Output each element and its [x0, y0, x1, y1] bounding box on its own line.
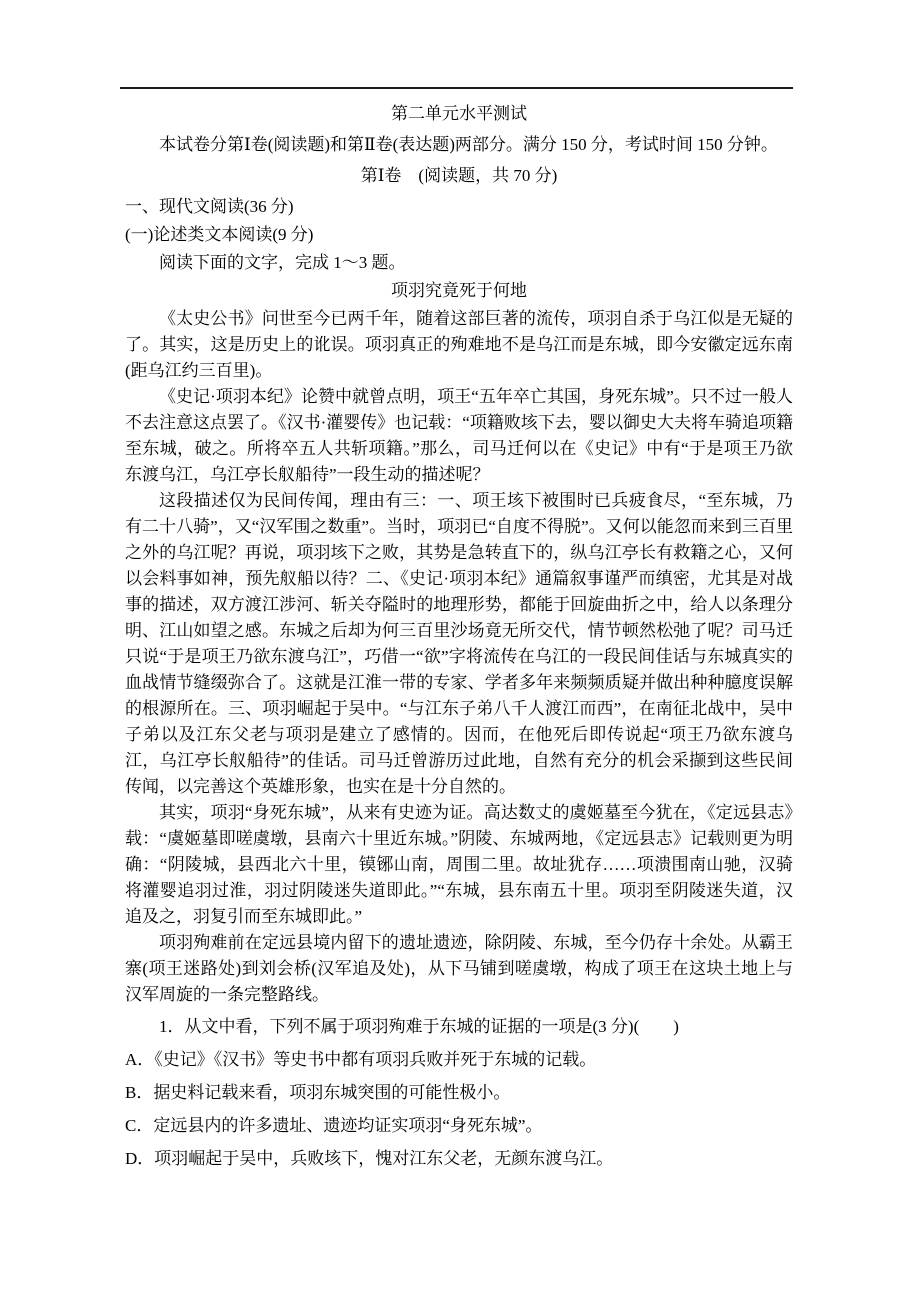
header-rule	[120, 87, 793, 89]
question-1-stem: 1．从文中看，下列不属于项羽殉难于东城的证据的一项是(3 分)( )	[159, 1017, 679, 1036]
document-content	[125, 101, 793, 1172]
article-paragraph-1: 《太史公书》问世至今已两千年，随着这部巨著的流传，项羽自杀于乌江似是无疑的了。其实，这是历史上的讹误。项羽真正的殉难地不是乌江而是东城，即今安徽定远东南(距乌江约三百里)。	[125, 309, 793, 380]
test-title: 第二单元水平测试	[391, 104, 527, 123]
article-title: 项羽究竟死于何地	[391, 281, 527, 300]
exam-instructions: 本试卷分第Ⅰ卷(阅读题)和第Ⅱ卷(表达题)两部分。满分 150 分，考试时间 150 分钟。	[159, 135, 778, 154]
article-paragraph-3: 这段描述仅为民间传闻，理由有三：一、项王垓下被围时已兵疲食尽，“至东城，乃有二十八骑”，又“汉军围之数重”。当时，项羽已“自度不得脱”。又何以能忽而来到三百里之外的乌江呢？再说，项羽垓下之败，其势是急转直下的，纵乌江亭长有救籍之心，又何以会料事如神，预先舣船以待？二、《史记·项羽本纪》通篇叙事谨严而缜密，尤其是对战事的描述，双方渡江涉河、斩关夺隘时的地理形势，都能于回旋曲折之中，给人以条理分明、江山如望之感。东城之后却为何三百里沙场竟无所交代，情节顿然松弛了呢？司马迁只说“于是项王乃欲东渡乌江”，巧借一“欲”字将流传在乌江的一段民间佳话与东城真实的血战情节缝缀弥合了。这就是江淮一带的专家、学者多年来频频质疑并做出种种臆度误解的根源所在。三、项羽崛起于吴中。“与江东子弟八千人渡江而西”，在南征北战中，吴中子弟以及江东父老与项羽是建立了感情的。因而，在他死后即传说起“项王乃欲东渡乌江，乌江亭长舣船待”的佳话。司马迁曾游历过此地，自然有充分的机会采撷到这些民间传闻，以完善这个英雄形象，也实在是十分自然的。	[125, 491, 793, 796]
article-paragraph-2: 《史记·项羽本纪》论赞中就曾点明，项王“五年卒亡其国，身死东城”。只不过一般人不去注意这点罢了。《汉书·灌婴传》也记载：“项籍败垓下去，婴以御史大夫将车骑追项籍至东城，破之。所将卒五人共斩项籍。”那么，司马迁何以在《史记》中有“于是项王乃欲东渡乌江，乌江亭长舣船待”一段生动的描述呢？	[125, 387, 793, 484]
volume-heading: 第Ⅰ卷 (阅读题，共 70 分)	[360, 166, 558, 185]
article-paragraph-4: 其实，项羽“身死东城”，从来有史迹为证。高达数丈的虞姬墓至今犹在，《定远县志》载：“虞姬墓即嗟虞墩，县南六十里近东城。”阴陵、东城两地，《定远县志》记载则更为明确：“阴陵城，县西北六十里，镆铘山南，周围二里。故址犹存……项溃围南山驰，汉骑将灌婴追羽过淮，羽过阴陵迷失道即此。”“东城，县东南五十里。项羽至阴陵迷失道，汉追及之，羽复引而至东城即此。”	[125, 803, 793, 926]
question-1-option-a: A．《史记》《汉书》等史书中都有项羽兵败并死于东城的记载。	[125, 1050, 597, 1069]
question-1-option-d: D．项羽崛起于吴中，兵败垓下，愧对江东父老，无颜东渡乌江。	[125, 1149, 614, 1168]
question-1-option-c: C．定远县内的许多遗址、遗迹均证实项羽“身死东城”。	[125, 1116, 543, 1135]
section-heading: 一、现代文阅读(36 分)	[125, 197, 294, 216]
subsection-heading: (一)论述类文本阅读(9 分)	[125, 225, 314, 244]
article-paragraph-5: 项羽殉难前在定远县境内留下的遗址遗迹，除阴陵、东城，至今仍存十余处。从霸王寨(项王迷路处)到刘会桥(汉军追及处)，从下马铺到嗟虞墩，构成了项王在这块土地上与汉军周旋的一条完整路线。	[125, 933, 793, 1004]
reading-instruction: 阅读下面的文字，完成 1～3 题。	[159, 253, 406, 272]
question-1-option-b: B．据史料记载来看，项羽东城突围的可能性极小。	[125, 1083, 511, 1102]
